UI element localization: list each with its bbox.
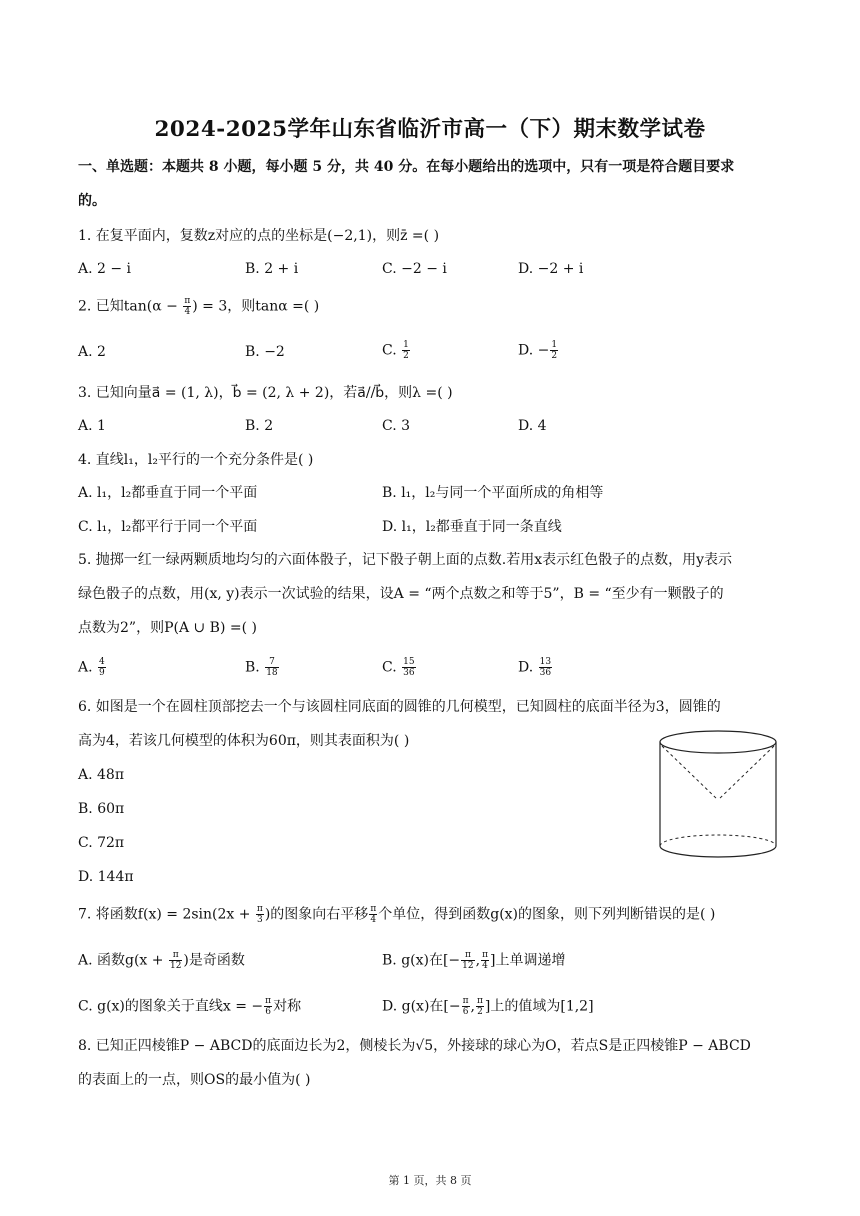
fraction (265, 657, 278, 678)
question-7-option-b (382, 950, 565, 971)
fraction-numerator: π (169, 950, 182, 961)
fraction-denominator: 18 (266, 668, 278, 678)
question-1-option-b: B. 2 + i (245, 261, 299, 277)
question-3-stem: 3. 已知向量a⃗ = (1, λ)，b⃗ = (2, λ + 2)，若a⃗//b⃗，则λ =( ) (78, 385, 453, 401)
question-6-option-b: B. 60π (78, 801, 125, 817)
option-label: D. (518, 659, 538, 676)
option-part: D. g(x)在[− (382, 998, 461, 1015)
fraction-numerator: π (462, 996, 469, 1006)
question-3-option-a: A. 1 (78, 418, 106, 434)
question-2-option-c (382, 340, 411, 361)
fraction-numerator: π (482, 950, 488, 960)
question-4-option-a: A. l₁，l₂都垂直于同一个平面 (78, 485, 258, 501)
question-7-option-c (78, 996, 301, 1017)
fraction (183, 296, 191, 317)
fraction-numerator: 1 (551, 340, 558, 350)
option-label: A. (78, 659, 98, 676)
option-label: D. − (518, 342, 550, 359)
page-title: 2024-2025学年山东省临沂市高一（下）期末数学试卷 (154, 117, 706, 142)
stem-part: )的图象向右平移 (264, 906, 369, 923)
question-5-option-c (382, 657, 417, 678)
option-part: , (475, 952, 481, 969)
fraction-numerator: π (265, 996, 272, 1006)
option-part: , (470, 998, 475, 1015)
fraction-numerator: 15 (403, 657, 415, 667)
fraction (256, 904, 264, 925)
fraction-numerator: 4 (99, 657, 105, 667)
fraction (476, 996, 484, 1017)
question-2-option-d (518, 340, 559, 361)
fraction (264, 996, 272, 1017)
question-2-stem-pre: 2. 已知tan(α − (78, 298, 183, 315)
fraction-denominator: 9 (99, 668, 105, 678)
question-2-option-b: B. −2 (245, 344, 285, 360)
question-5-option-b (245, 657, 280, 678)
fraction-denominator: 12 (169, 961, 182, 971)
fraction-denominator: 4 (184, 307, 191, 317)
option-part: ]上的值域为[1,2] (484, 998, 594, 1015)
question-7-option-a (78, 950, 245, 971)
section-instructions-line2: 的。 (78, 193, 106, 209)
question-1-option-d: D. −2 + i (518, 261, 584, 277)
question-4-stem: 4. 直线l₁，l₂平行的一个充分条件是( ) (78, 452, 314, 468)
option-label: C. (382, 659, 402, 676)
cone-left-slant (662, 746, 718, 800)
question-8-line1: 8. 已知正四棱锥P − ABCD的底面边长为2，侧棱长为√5，外接球的球心为O，若点S是正四棱锥P − ABCD (78, 1038, 751, 1054)
fraction (98, 657, 106, 678)
fraction (462, 996, 470, 1017)
fraction-denominator: 6 (462, 1007, 469, 1017)
fraction-denominator: 3 (257, 915, 263, 925)
cylinder-top-ellipse (660, 731, 776, 753)
cylinder-bottom-front-arc (660, 846, 776, 857)
fraction-numerator: π (256, 904, 263, 914)
stem-part: 7. 将函数f(x) = 2sin(2x + (78, 906, 255, 923)
question-3-option-b: B. 2 (245, 418, 274, 434)
fraction (481, 950, 489, 971)
fraction-numerator: π (476, 996, 483, 1006)
cone-right-slant (718, 746, 774, 800)
question-4-option-d: D. l₁，l₂都垂直于同一条直线 (382, 519, 562, 535)
question-5-line2: 绿色骰子的点数，用(x, y)表示一次试验的结果，设A = “两个点数之和等于5”，B = “至少有一颗骰子的 (78, 586, 724, 602)
option-part: ]上单调递增 (490, 952, 566, 969)
section-instructions-line1: 一、单选题：本题共 8 小题，每小题 5 分，共 40 分。在每小题给出的选项中，只有一项是符合题目要求 (78, 159, 735, 175)
fraction-numerator: 13 (539, 657, 552, 667)
stem-part: 个单位，得到函数g(x)的图象，则下列判断错误的是( ) (378, 906, 716, 923)
option-part: B. g(x)在[− (382, 952, 461, 969)
fraction-denominator: 6 (265, 1007, 271, 1017)
fraction-numerator: π (184, 296, 191, 306)
fraction-denominator: 36 (403, 668, 415, 678)
question-7-option-d (382, 996, 594, 1017)
fraction-numerator: π (370, 904, 377, 914)
cylinder-cone-figure (656, 728, 782, 864)
option-label: B. (245, 659, 265, 676)
question-2-stem (78, 296, 319, 317)
fraction-numerator: 7 (265, 657, 278, 668)
fraction-denominator: 2 (477, 1007, 483, 1017)
fraction-denominator: 36 (539, 668, 552, 678)
fraction-numerator: 1 (403, 340, 409, 350)
fraction-denominator: 2 (403, 351, 409, 361)
option-part: )是奇函数 (183, 952, 245, 969)
fraction (550, 340, 558, 361)
fraction (402, 340, 410, 361)
fraction-denominator: 4 (370, 915, 377, 925)
question-5-line1: 5. 抛掷一红一绿两颗质地均匀的六面体骰子，记下骰子朝上面的点数.若用x表示红色骰子的点数，用y表示 (78, 552, 733, 568)
question-2-option-a: A. 2 (78, 344, 106, 360)
question-5-line3: 点数为2”，则P(A ∪ B) =( ) (78, 620, 257, 636)
question-4-option-b: B. l₁，l₂与同一个平面所成的角相等 (382, 485, 604, 501)
option-part: A. 函数g(x + (78, 952, 168, 969)
question-6-option-c: C. 72π (78, 835, 125, 851)
question-6-option-a: A. 48π (78, 767, 125, 783)
page-footer: 第 1 页，共 8 页 (388, 1174, 472, 1187)
fraction-numerator: π (461, 950, 474, 961)
option-part: 对称 (273, 998, 302, 1015)
question-5-option-d (518, 657, 553, 678)
question-3-option-c: C. 3 (382, 418, 411, 434)
fraction-denominator: 12 (462, 961, 474, 971)
fraction-denominator: 2 (551, 351, 558, 361)
question-3-option-d: D. 4 (518, 418, 547, 434)
question-4-option-c: C. l₁，l₂都平行于同一个平面 (78, 519, 258, 535)
question-1-option-a: A. 2 − i (78, 261, 132, 277)
fraction (369, 904, 377, 925)
cylinder-bottom-back-arc (660, 835, 776, 846)
fraction (402, 657, 415, 678)
question-6-line2: 高为4，若该几何模型的体积为60π，则其表面积为( ) (78, 733, 410, 749)
option-part: C. g(x)的图象关于直线x = − (78, 998, 264, 1015)
question-6-option-d: D. 144π (78, 869, 134, 885)
question-6-line1: 6. 如图是一个在圆柱顶部挖去一个与该圆柱同底面的圆锥的几何模型，已知圆柱的底面半径为3，圆锥的 (78, 699, 721, 715)
fraction (461, 950, 474, 971)
question-1-option-c: C. −2 − i (382, 261, 447, 277)
question-2-stem-post: ) = 3，则tanα =( ) (192, 298, 320, 315)
question-1-stem: 1. 在复平面内，复数z对应的点的坐标是(−2,1)，则z̄ =( ) (78, 228, 440, 244)
fraction-denominator: 4 (482, 961, 488, 971)
fraction (169, 950, 182, 971)
question-5-option-a (78, 657, 107, 678)
question-8-line2: 的表面上的一点，则OS的最小值为( ) (78, 1072, 311, 1088)
option-label: C. (382, 342, 402, 359)
question-7-stem (78, 904, 715, 925)
fraction (539, 657, 552, 678)
